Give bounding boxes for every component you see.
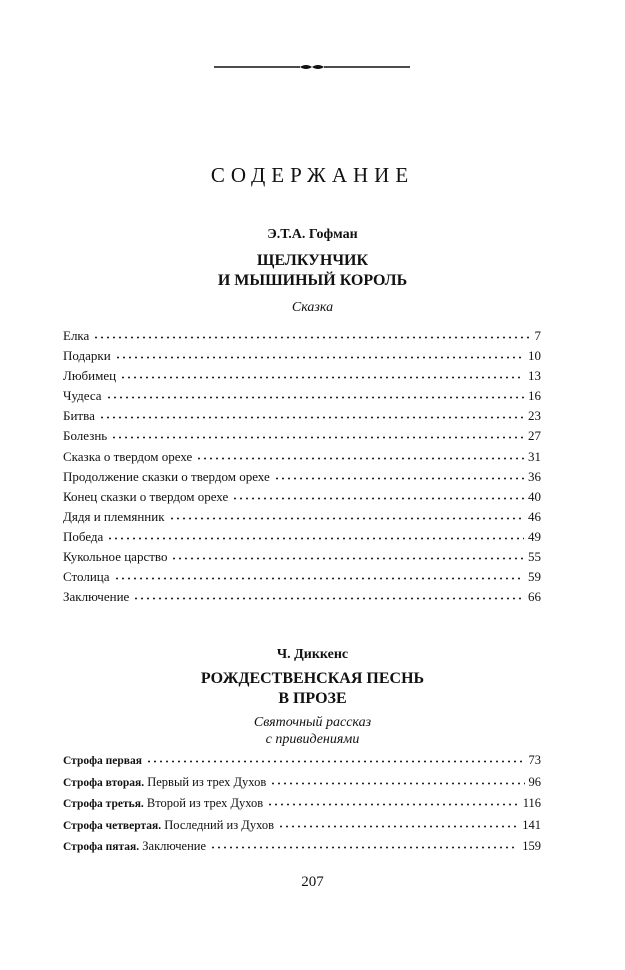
toc-entry-label [63,839,206,854]
toc-entry-page: 40 [528,488,541,504]
section1-title [0,251,625,291]
toc-entry-page: 66 [528,589,541,605]
toc-entry-label [63,818,274,833]
toc-entry-label: Битва [63,408,95,424]
toc-entry-page: 16 [528,388,541,404]
toc-entry-text: Последний из Духов [161,817,274,832]
toc-leader-dots [169,517,524,520]
section2-title-line: РОЖДЕСТВЕНСКАЯ ПЕСНЬ [200,670,425,687]
toc-entry [63,549,541,569]
toc-entry-stanza: Строфа вторая. [63,776,145,789]
toc-entry-page: 141 [522,817,541,832]
toc-entry-label: Елка [63,328,90,343]
toc-entry [63,348,541,368]
toc-leader-dots [106,396,524,399]
toc-entry-label: Болезнь [63,428,108,444]
toc-entry-page: 96 [528,774,541,789]
toc-entry [63,428,541,448]
toc-leader-dots [146,760,525,763]
toc-entry-stanza: Строфа первая [63,755,142,767]
toc-entry-page: 23 [528,408,541,424]
toc-entry-page: 31 [528,448,541,464]
section1-title-line: И МЫШИНЫЙ КОРОЛЬ [217,272,408,289]
toc-leader-dots [93,336,530,339]
toc-leader-dots [120,376,524,379]
toc-leader-dots [133,597,524,600]
toc-entry-stanza: Строфа пятая. [63,841,140,853]
page-number: 207 [301,874,324,890]
toc-entry-label: Подарки [63,348,111,364]
toc-entry [63,796,541,818]
toc-leader-dots [107,537,524,540]
toc-leader-dots [171,557,524,560]
toc-entry-text: Заключение [139,839,207,853]
toc-entry [63,589,541,609]
toc-leader-dots [114,577,524,580]
toc-entry [63,368,541,388]
toc-entry-label [63,796,263,811]
toc-entry-page: 116 [522,796,541,810]
toc-entry [63,509,541,529]
toc-entry-stanza: Строфа третья. [63,798,144,810]
toc-leader-dots [270,782,524,785]
section2-toc [63,753,541,861]
header-ornament [214,62,410,72]
toc-entry-label [63,775,266,790]
toc-entry-page: 46 [528,508,541,524]
toc-entry-label: Продолжение сказки о твердом орехе [63,468,270,484]
toc-entry-label: Заключение [63,589,130,605]
page-heading: СОДЕРЖАНИЕ [210,163,415,187]
section1-toc [63,328,541,609]
toc-leader-dots [267,803,519,806]
toc-entry-page: 13 [528,368,541,384]
toc-entry-label: Победа [63,528,104,544]
section2-title-line: В ПРОЗЕ [278,690,347,707]
toc-entry [63,489,541,509]
toc-entry-page: 36 [528,468,541,484]
section1-title-line: ЩЕЛКУНЧИК [256,252,369,269]
toc-entry [63,449,541,469]
toc-entry-page: 59 [528,569,541,585]
section2-subtitle-line: Святочный рассказ [253,715,372,730]
toc-entry [63,818,541,840]
toc-leader-dots [99,416,524,419]
toc-leader-dots [274,477,524,480]
section2-subtitle-line: с привидениями [265,732,360,747]
toc-entry-label: Столица [63,569,110,585]
toc-entry-text: Второй из трех Духов [143,796,264,810]
toc-entry-page: 27 [528,428,541,444]
toc-entry-label: Кукольное царство [63,549,168,565]
toc-entry [63,408,541,428]
section1-subtitle [0,299,625,316]
toc-entry-text: Первый из трех Духов [144,774,267,789]
section2-subtitle [0,714,625,748]
toc-entry-stanza: Строфа четвертая. [63,819,162,832]
section1-author: Э.Т.А. Гофман [267,227,358,242]
toc-leader-dots [111,436,524,439]
toc-entry [63,388,541,408]
toc-entry [63,328,541,348]
section2-author: Ч. Диккенс [276,647,349,662]
section2-title [0,669,625,709]
toc-entry [63,529,541,549]
toc-entry-page: 159 [522,839,541,853]
toc-leader-dots [196,457,524,460]
toc-entry-label [63,753,142,768]
toc-entry [63,469,541,489]
toc-entry-label: Сказка о твердом орехе [63,448,193,464]
section1-subtitle-line: Сказка [291,300,334,315]
toc-entry-page: 10 [528,348,541,364]
toc-entry [63,839,541,861]
toc-entry-label: Конец сказки о твердом орехе [63,488,229,504]
toc-entry-label: Дядя и племянник [63,508,165,524]
toc-entry [63,775,541,797]
toc-leader-dots [232,497,524,500]
toc-leader-dots [278,825,518,828]
toc-leader-dots [210,846,518,849]
toc-entry-page: 73 [528,753,541,767]
toc-entry-label: Чудеса [63,388,102,404]
toc-entry [63,753,541,775]
toc-leader-dots [115,356,524,359]
toc-entry-page: 49 [528,528,541,544]
toc-entry-label: Любимец [63,368,117,384]
toc-entry [63,569,541,589]
toc-entry-page: 7 [534,328,541,343]
toc-entry-page: 55 [528,549,541,565]
